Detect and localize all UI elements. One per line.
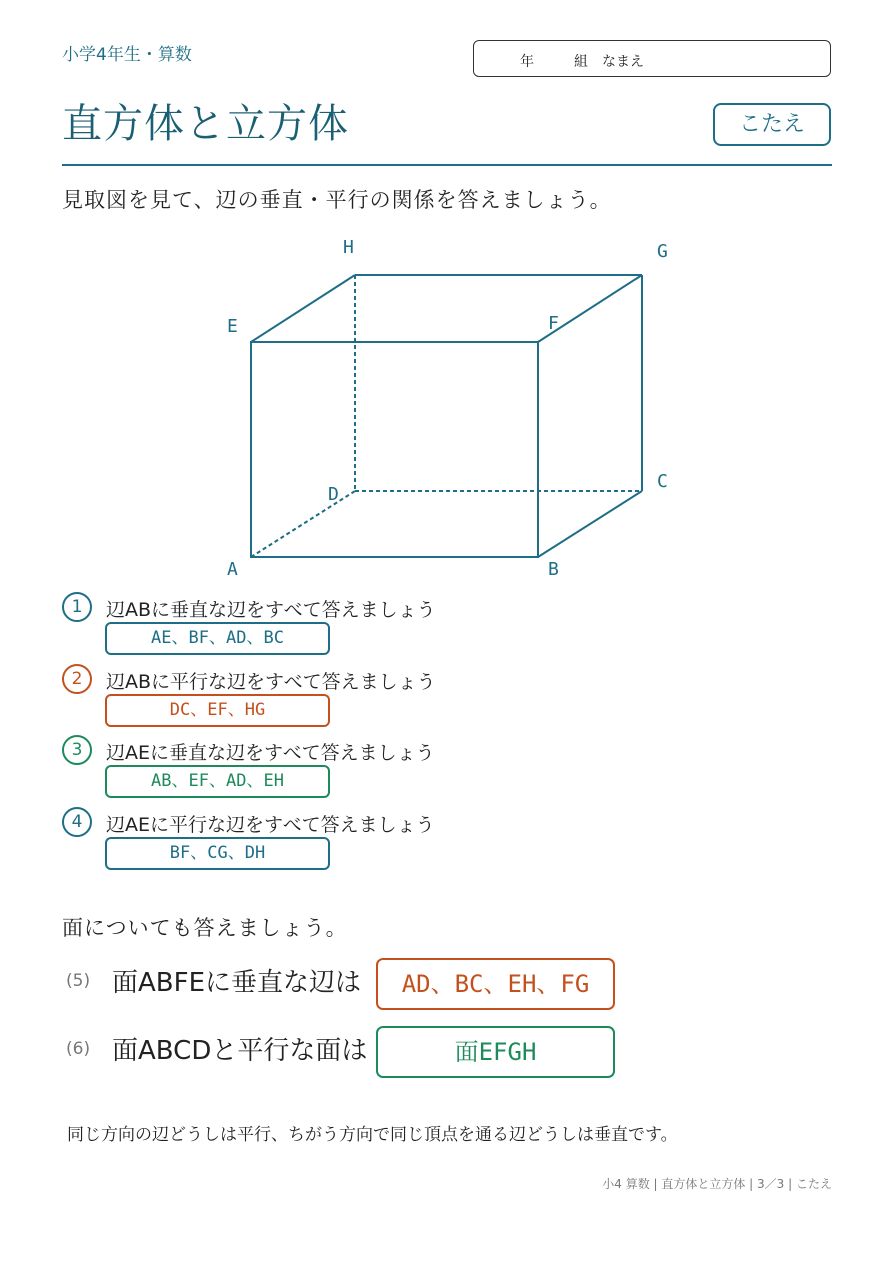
question-number: 2 — [62, 664, 92, 694]
page-footer: 小4 算数 | 直方体と立方体 | 3／3 | こたえ — [602, 1177, 832, 1191]
question-text: 辺ABに垂直な辺をすべて答えましょう — [106, 599, 436, 621]
edge-BC — [538, 491, 642, 557]
edge-EH — [251, 275, 355, 342]
answer-box: AB、EF、AD、EH — [105, 765, 330, 798]
instruction-text: 見取図を見て、辺の垂直・平行の関係を答えましょう。 — [62, 188, 612, 212]
answer-box: DC、EF、HG — [105, 694, 330, 727]
question-text: 辺AEに平行な辺をすべて答えましょう — [106, 814, 435, 836]
vertex-label-H: H — [343, 237, 354, 258]
answer-box: BF、CG、DH — [105, 837, 330, 870]
hidden-edge-AD — [251, 491, 355, 557]
question-text: 面ABCDと平行な面は — [112, 1036, 368, 1066]
vertex-label-G: G — [657, 241, 668, 262]
vertex-label-D: D — [328, 484, 339, 505]
vertex-label-B: B — [548, 559, 559, 580]
answer-box: AE、BF、AD、BC — [105, 622, 330, 655]
question-text: 面ABFEに垂直な辺は — [112, 968, 362, 998]
vertex-label-C: C — [657, 471, 668, 492]
answer-box: AD、BC、EH、FG — [376, 958, 615, 1010]
question-number: (5) — [66, 971, 91, 991]
faces-intro: 面についても答えましょう。 — [62, 916, 348, 940]
question-text: 辺AEに垂直な辺をすべて答えましょう — [106, 742, 435, 764]
question-number: (6) — [66, 1039, 91, 1059]
question-number: 1 — [62, 592, 92, 622]
explanation-note: 同じ方向の辺どうしは平行、ちがう方向で同じ頂点を通る辺どうしは垂直です。 — [67, 1125, 678, 1145]
name-year-label: 年 — [520, 54, 534, 70]
vertex-label-E: E — [227, 316, 238, 337]
question-number: 4 — [62, 807, 92, 837]
answer-box: 面EFGH — [376, 1026, 615, 1078]
answer-badge: こたえ — [713, 103, 831, 146]
page-title: 直方体と立方体 — [62, 101, 349, 147]
question-number: 3 — [62, 735, 92, 765]
question-text: 辺ABに平行な辺をすべて答えましょう — [106, 671, 436, 693]
vertex-label-F: F — [548, 313, 559, 334]
name-class-label: 組 — [574, 54, 588, 70]
name-label: なまえ — [602, 54, 644, 70]
cuboid-diagram — [0, 0, 893, 600]
front-face — [251, 342, 538, 557]
vertex-label-A: A — [227, 559, 238, 580]
grade-subject: 小学4年生・算数 — [62, 45, 192, 65]
